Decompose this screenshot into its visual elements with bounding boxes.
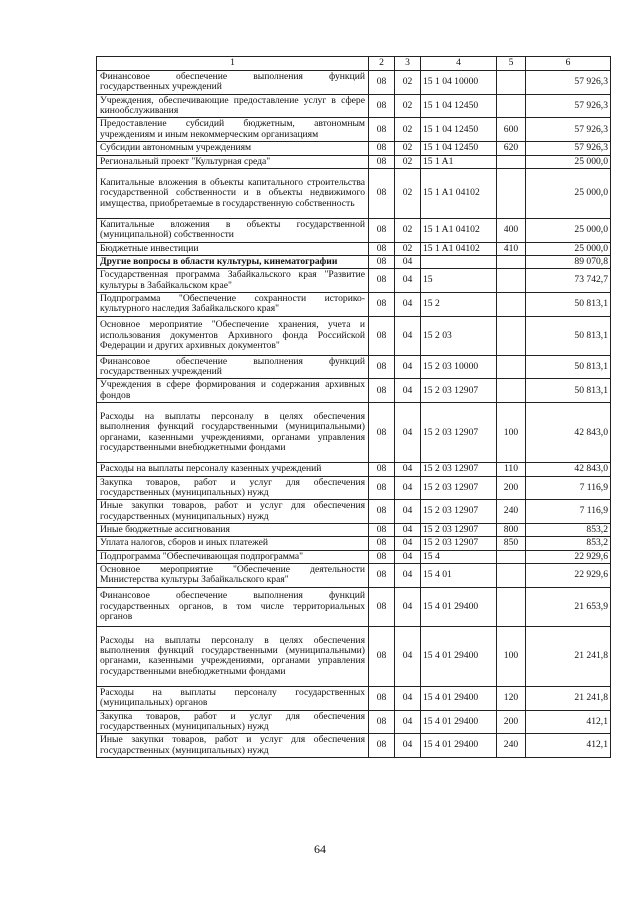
row-section-cell: 08	[369, 118, 395, 142]
row-subsection-cell: 02	[395, 218, 421, 242]
header-row	[97, 57, 611, 71]
row-name-cell: Закупка товаров, работ и услуг для обеспечения государственных (муниципальных) нужд	[97, 710, 369, 734]
row-name-cell: Учреждения в сфере формирования и содержания архивных фондов	[97, 379, 369, 403]
row-target-article-cell: 15 2 03	[421, 316, 497, 355]
row-section-cell: 08	[369, 255, 395, 268]
table-row	[97, 94, 611, 118]
table-row	[97, 218, 611, 242]
row-expense-type-cell: 100	[497, 626, 526, 686]
table-row	[97, 587, 611, 626]
header-col-6: 6	[526, 57, 611, 71]
row-amount-cell: 89 070,8	[526, 255, 611, 268]
row-section-cell: 08	[369, 94, 395, 118]
row-amount-cell: 50 813,1	[526, 379, 611, 403]
table-row	[97, 403, 611, 463]
table-row	[97, 564, 611, 588]
row-name-cell: Подпрограмма "Обеспечивающая подпрограмма"	[97, 550, 369, 563]
row-target-article-cell: 15 4 01 29400	[421, 587, 497, 626]
row-section-cell: 08	[369, 168, 395, 218]
row-subsection-cell: 04	[395, 537, 421, 550]
row-subsection-cell: 04	[395, 316, 421, 355]
row-section-cell: 08	[369, 379, 395, 403]
row-subsection-cell: 04	[395, 293, 421, 317]
row-section-cell: 08	[369, 463, 395, 476]
table-row	[97, 142, 611, 155]
row-amount-cell: 25 000,0	[526, 218, 611, 242]
row-section-cell: 08	[369, 403, 395, 463]
row-target-article-cell: 15 2 03 12907	[421, 379, 497, 403]
row-expense-type-cell	[497, 316, 526, 355]
row-section-cell: 08	[369, 537, 395, 550]
row-expense-type-cell: 120	[497, 686, 526, 710]
row-subsection-cell: 04	[395, 564, 421, 588]
row-name-cell: Бюджетные инвестиции	[97, 242, 369, 255]
row-amount-cell: 7 116,9	[526, 500, 611, 524]
row-target-article-cell: 15 2 03 12907	[421, 403, 497, 463]
row-expense-type-cell	[497, 564, 526, 588]
table-row	[97, 71, 611, 95]
row-subsection-cell: 04	[395, 626, 421, 686]
row-subsection-cell: 04	[395, 587, 421, 626]
row-name-cell: Расходы на выплаты персоналу казенных учреждений	[97, 463, 369, 476]
header-col-2: 2	[369, 57, 395, 71]
table-row	[97, 710, 611, 734]
row-subsection-cell: 04	[395, 734, 421, 758]
row-expense-type-cell: 410	[497, 242, 526, 255]
row-expense-type-cell: 240	[497, 500, 526, 524]
row-target-article-cell	[421, 255, 497, 268]
row-amount-cell: 22 929,6	[526, 564, 611, 588]
row-amount-cell: 25 000,0	[526, 155, 611, 168]
row-target-article-cell: 15 2 03 12907	[421, 476, 497, 500]
row-amount-cell: 21 241,8	[526, 626, 611, 686]
row-target-article-cell: 15 2 03 12907	[421, 537, 497, 550]
row-expense-type-cell	[497, 550, 526, 563]
row-name-cell: Капитальные вложения в объекты государственной (муниципальной) собственности	[97, 218, 369, 242]
row-section-cell: 08	[369, 218, 395, 242]
row-target-article-cell: 15 2 03 10000	[421, 355, 497, 379]
row-amount-cell: 853,2	[526, 523, 611, 536]
row-expense-type-cell: 400	[497, 218, 526, 242]
row-expense-type-cell: 240	[497, 734, 526, 758]
row-subsection-cell: 02	[395, 242, 421, 255]
row-expense-type-cell: 800	[497, 523, 526, 536]
table-row	[97, 476, 611, 500]
row-target-article-cell: 15 1 A1 04102	[421, 168, 497, 218]
row-subsection-cell: 04	[395, 686, 421, 710]
row-amount-cell: 42 843,0	[526, 463, 611, 476]
row-amount-cell: 50 813,1	[526, 293, 611, 317]
row-name-cell: Субсидии автономным учреждениям	[97, 142, 369, 155]
table-row	[97, 734, 611, 758]
row-amount-cell: 21 241,8	[526, 686, 611, 710]
table-row	[97, 523, 611, 536]
row-subsection-cell: 04	[395, 255, 421, 268]
row-name-cell: Финансовое обеспечение выполнения функций государственных органов, в том числе территориальных органов	[97, 587, 369, 626]
row-amount-cell: 50 813,1	[526, 355, 611, 379]
row-name-cell: Другие вопросы в области культуры, кинематографии	[97, 255, 369, 268]
row-amount-cell: 57 926,3	[526, 71, 611, 95]
row-target-article-cell: 15 2 03 12907	[421, 523, 497, 536]
row-expense-type-cell	[497, 587, 526, 626]
row-amount-cell: 57 926,3	[526, 118, 611, 142]
row-amount-cell: 22 929,6	[526, 550, 611, 563]
row-target-article-cell: 15 1 A1 04102	[421, 218, 497, 242]
row-amount-cell: 25 000,0	[526, 242, 611, 255]
row-section-cell: 08	[369, 710, 395, 734]
row-expense-type-cell: 200	[497, 476, 526, 500]
row-subsection-cell: 04	[395, 523, 421, 536]
row-target-article-cell: 15 4 01 29400	[421, 734, 497, 758]
header-col-3: 3	[395, 57, 421, 71]
table-row	[97, 168, 611, 218]
row-name-cell: Подпрограмма "Обеспечение сохранности историко-культурного наследия Забайкальского края"	[97, 293, 369, 317]
row-section-cell: 08	[369, 155, 395, 168]
row-amount-cell: 42 843,0	[526, 403, 611, 463]
header-col-1: 1	[97, 57, 369, 71]
row-expense-type-cell	[497, 255, 526, 268]
budget-table	[96, 56, 611, 758]
table-row	[97, 255, 611, 268]
row-subsection-cell: 02	[395, 71, 421, 95]
row-expense-type-cell	[497, 168, 526, 218]
row-section-cell: 08	[369, 550, 395, 563]
row-expense-type-cell	[497, 293, 526, 317]
row-name-cell: Иные закупки товаров, работ и услуг для обеспечения государственных (муниципальных) нужд	[97, 734, 369, 758]
table-row	[97, 500, 611, 524]
row-amount-cell: 412,1	[526, 710, 611, 734]
row-name-cell: Расходы на выплаты персоналу в целях обеспечения выполнения функций государственными (муниципальными) органами, казенными учреждениями, органами управления государственными внебюджетными фондами	[97, 403, 369, 463]
row-section-cell: 08	[369, 142, 395, 155]
row-target-article-cell: 15 4 01 29400	[421, 710, 497, 734]
row-name-cell: Расходы на выплаты персоналу государственных (муниципальных) органов	[97, 686, 369, 710]
table-row	[97, 242, 611, 255]
table-body	[97, 71, 611, 758]
row-subsection-cell: 04	[395, 269, 421, 293]
row-target-article-cell: 15 4 01	[421, 564, 497, 588]
row-subsection-cell: 04	[395, 403, 421, 463]
row-subsection-cell: 02	[395, 155, 421, 168]
row-amount-cell: 21 653,9	[526, 587, 611, 626]
row-name-cell: Предоставление субсидий бюджетным, автономным учреждениям и иным некоммерческим организациям	[97, 118, 369, 142]
page-number: 64	[314, 842, 326, 856]
row-expense-type-cell: 600	[497, 118, 526, 142]
row-section-cell: 08	[369, 500, 395, 524]
row-subsection-cell: 04	[395, 379, 421, 403]
row-target-article-cell: 15 2 03 12907	[421, 500, 497, 524]
row-subsection-cell: 02	[395, 118, 421, 142]
table-row	[97, 118, 611, 142]
row-section-cell: 08	[369, 293, 395, 317]
row-target-article-cell: 15 2 03 12907	[421, 463, 497, 476]
row-expense-type-cell	[497, 94, 526, 118]
row-subsection-cell: 04	[395, 710, 421, 734]
row-expense-type-cell	[497, 71, 526, 95]
table-row	[97, 686, 611, 710]
row-amount-cell: 73 742,7	[526, 269, 611, 293]
row-subsection-cell: 04	[395, 476, 421, 500]
table-row	[97, 463, 611, 476]
row-expense-type-cell: 200	[497, 710, 526, 734]
row-expense-type-cell: 110	[497, 463, 526, 476]
row-amount-cell: 412,1	[526, 734, 611, 758]
row-section-cell: 08	[369, 316, 395, 355]
row-name-cell: Иные бюджетные ассигнования	[97, 523, 369, 536]
row-expense-type-cell	[497, 355, 526, 379]
row-expense-type-cell	[497, 269, 526, 293]
row-section-cell: 08	[369, 564, 395, 588]
row-amount-cell: 853,2	[526, 537, 611, 550]
row-target-article-cell: 15 1 04 12450	[421, 142, 497, 155]
table-row	[97, 155, 611, 168]
row-amount-cell: 7 116,9	[526, 476, 611, 500]
row-target-article-cell: 15 4 01 29400	[421, 626, 497, 686]
row-name-cell: Государственная программа Забайкальского края "Развитие культуры в Забайкальском крае"	[97, 269, 369, 293]
row-name-cell: Иные закупки товаров, работ и услуг для обеспечения государственных (муниципальных) нужд	[97, 500, 369, 524]
row-expense-type-cell: 100	[497, 403, 526, 463]
row-amount-cell: 57 926,3	[526, 142, 611, 155]
row-name-cell: Учреждения, обеспечивающие предоставление услуг в сфере кинообслуживания	[97, 94, 369, 118]
table-row	[97, 550, 611, 563]
header-col-4: 4	[421, 57, 497, 71]
table-row	[97, 537, 611, 550]
table-row	[97, 293, 611, 317]
table-row	[97, 269, 611, 293]
row-target-article-cell: 15 1 A1	[421, 155, 497, 168]
row-amount-cell: 25 000,0	[526, 168, 611, 218]
row-section-cell: 08	[369, 269, 395, 293]
row-section-cell: 08	[369, 587, 395, 626]
row-name-cell: Региональный проект "Культурная среда"	[97, 155, 369, 168]
row-expense-type-cell	[497, 379, 526, 403]
row-section-cell: 08	[369, 71, 395, 95]
row-target-article-cell: 15 4 01 29400	[421, 686, 497, 710]
row-section-cell: 08	[369, 355, 395, 379]
table-row	[97, 316, 611, 355]
row-section-cell: 08	[369, 686, 395, 710]
row-subsection-cell: 04	[395, 550, 421, 563]
row-expense-type-cell: 620	[497, 142, 526, 155]
row-target-article-cell: 15 1 04 12450	[421, 118, 497, 142]
row-expense-type-cell: 850	[497, 537, 526, 550]
row-name-cell: Основное мероприятие "Обеспечение хранения, учета и использования документов Архивного фонда Российской Федерации и других архивных документов"	[97, 316, 369, 355]
row-name-cell: Основное мероприятие "Обеспечение деятельности Министерства культуры Забайкальского края"	[97, 564, 369, 588]
row-subsection-cell: 02	[395, 168, 421, 218]
row-name-cell: Закупка товаров, работ и услуг для обеспечения государственных (муниципальных) нужд	[97, 476, 369, 500]
row-section-cell: 08	[369, 476, 395, 500]
row-target-article-cell: 15 4	[421, 550, 497, 563]
row-name-cell: Расходы на выплаты персоналу в целях обеспечения выполнения функций государственными (муниципальными) органами, казенными учреждениями, органами управления государственными внебюджетными фондами	[97, 626, 369, 686]
row-section-cell: 08	[369, 734, 395, 758]
row-section-cell: 08	[369, 523, 395, 536]
row-subsection-cell: 02	[395, 142, 421, 155]
row-name-cell: Капитальные вложения в объекты капитального строительства государственной собственности и в объекты недвижимого имущества, приобретаемые в государственную собственность	[97, 168, 369, 218]
header-col-5: 5	[497, 57, 526, 71]
row-name-cell: Уплата налогов, сборов и иных платежей	[97, 537, 369, 550]
row-target-article-cell: 15 1 04 12450	[421, 94, 497, 118]
row-name-cell: Финансовое обеспечение выполнения функций государственных учреждений	[97, 355, 369, 379]
row-subsection-cell: 04	[395, 500, 421, 524]
row-section-cell: 08	[369, 626, 395, 686]
row-amount-cell: 57 926,3	[526, 94, 611, 118]
table-row	[97, 626, 611, 686]
row-target-article-cell: 15 1 04 10000	[421, 71, 497, 95]
row-name-cell: Финансовое обеспечение выполнения функций государственных учреждений	[97, 71, 369, 95]
row-amount-cell: 50 813,1	[526, 316, 611, 355]
budget-table-container	[96, 56, 610, 758]
row-subsection-cell: 04	[395, 463, 421, 476]
row-subsection-cell: 02	[395, 94, 421, 118]
row-target-article-cell: 15 1 A1 04102	[421, 242, 497, 255]
table-row	[97, 355, 611, 379]
row-target-article-cell: 15	[421, 269, 497, 293]
row-expense-type-cell	[497, 155, 526, 168]
row-subsection-cell: 04	[395, 355, 421, 379]
table-row	[97, 379, 611, 403]
row-target-article-cell: 15 2	[421, 293, 497, 317]
row-section-cell: 08	[369, 242, 395, 255]
